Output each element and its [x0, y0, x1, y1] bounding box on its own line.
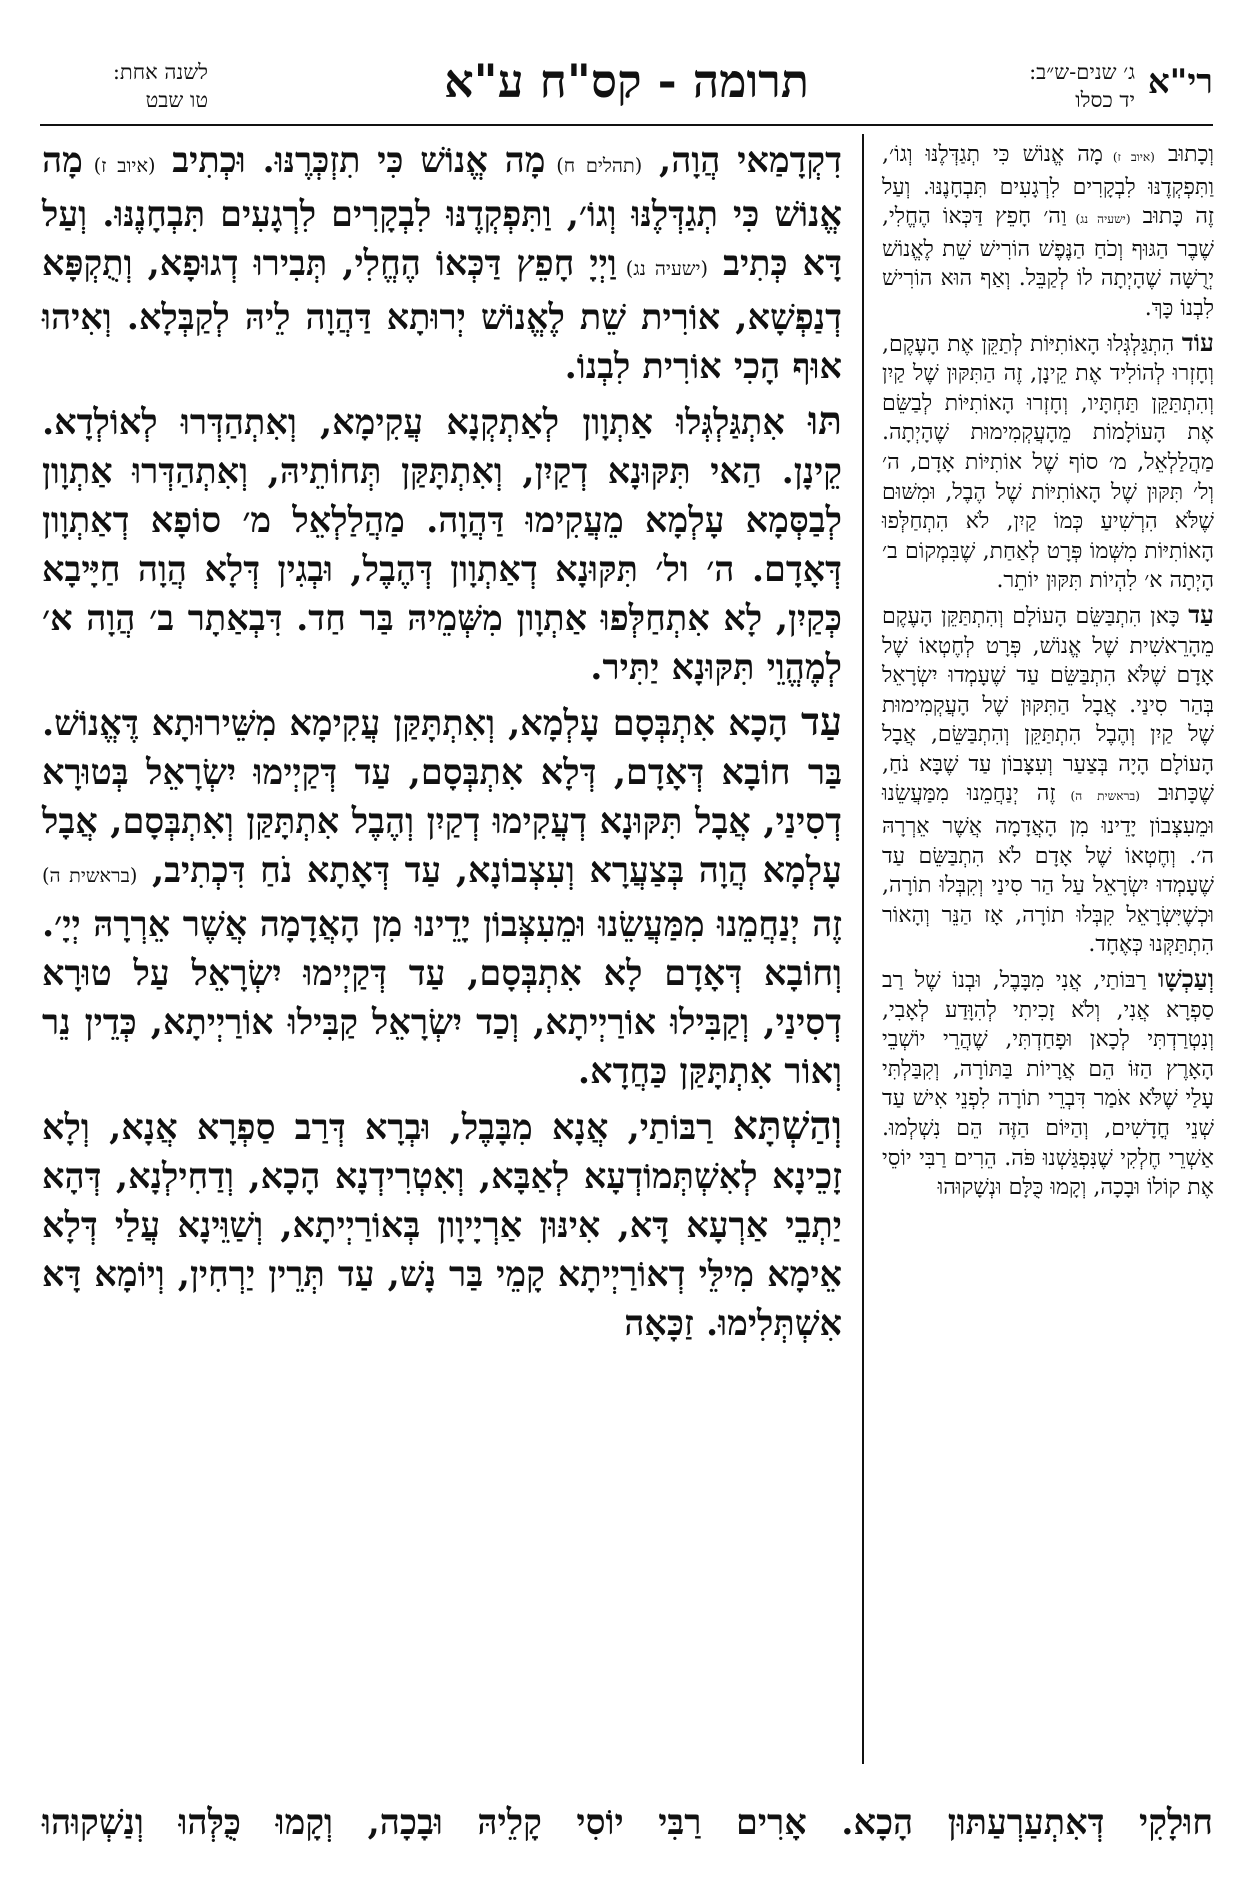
main-paragraph	[42, 136, 842, 391]
study-schedule-left	[48, 58, 208, 114]
schedule-date-left: טו שבט	[145, 88, 208, 112]
main-lead-word: וְהַשְׁתָּא	[732, 1103, 842, 1149]
commentary-text-segment: כָּאן הִתְבַּשֵּׂם הָעוֹלָם וְהִתְתַּקֵּן הָעֶקֶם מֵהָרֵאשִׁית שֶׁל אֱנוֹשׁ, פְּרָט לְחֶטְאוֹ שֶׁל אָדָם שֶׁלֹּא הִתְבַּשֵּׂם עַד שֶׁעָמְדוּ יִשְׂרָאֵל בְּהַר סִינַי. אֲבָל הַתִּקּוּן שֶׁל הָעֲקְמִימוּת שֶׁל קַיִן וְהֶבֶל הִתְתַּקֵּן וְהִתְבַּשֵּׂם, אֲבָל הָעוֹלָם הָיָה בְּצַעַר וְעִצָּבוֹן עַד שֶׁבָּא נֹחַ, שֶׁכָּתוּב	[882, 603, 1214, 807]
main-text-segment: זֶה יְנַחֲמֵנוּ מִמַּעֲשֵׂנוּ וּמֵעִצְּבוֹן יָדֵינוּ מִן הָאֲדָמָה אֲשֶׁר אֵרְרָהּ יְיָ׳. וְחוֹבָא דְּאָדָם לָא אִתְבְּסָם, עַד דְּקַיְימוּ יִשְׂרָאֵל עַל טוּרָא דְסִינַי, וְקַבִּילוּ אוֹרַיְיתָא, וְכַד יִשְׂרָאֵל קַבִּילוּ אוֹרַיְיתָא, כְּדֵין נֵר וְאוֹר אִתְתָּקַּן כַּחֲדָא.	[42, 904, 842, 1092]
commentary-text-segment: וַה׳ חָפֵץ דַּכְּאוֹ הֶחֱלִי, שֶׁבֶר הַגּוּף וְכֹחַ הַנֶּפֶשׁ הוֹרִישׁ שֵׁת לֶאֱנוֹשׁ יְרֻשָּׁה שֶׁהָיְתָה לוֹ לְקַבֵּל. וְאַף הוּא הוֹרִישׁ לִבְנוֹ כָּךְ.	[882, 204, 1214, 321]
verse-source-reference: (בראשית ה)	[1055, 789, 1140, 804]
commentary-paragraph	[882, 140, 1214, 324]
header-divider	[40, 124, 1213, 126]
page-title: תרומה - קס"ח ע"א	[444, 54, 809, 108]
column-divider	[862, 134, 864, 1764]
commentary-paragraph	[882, 964, 1214, 1203]
verse-source-reference: (ישעיה נג)	[616, 257, 709, 280]
verse-source-reference: (בראשית ה)	[42, 864, 138, 887]
main-text-segment: וַיְיָ חָפֵץ דַּכְּאוֹ הֶחֱלִי, תְּבִירוּ דְגוּפָא, וְתֻקְפָּא דְנַפְשָׁא, אוֹרִית שֵׁת לֶאֱנוֹשׁ יְרוּתָא דַּהֲוָה לֵיהּ לְקַבְּלָא. וְאִיהוּ אוּף הָכִי אוֹרִית לִבְנוֹ.	[42, 243, 842, 387]
main-lead-word: עַד	[800, 699, 842, 745]
verse-source-reference: (איוב ז)	[82, 154, 156, 177]
main-text-column	[42, 136, 842, 1354]
commentary-paragraph	[882, 328, 1214, 596]
main-paragraph	[42, 698, 842, 1096]
main-text-segment: רַבּוֹתַי, אֲנָא מִבָּבֶל, וּבְרָא דְּרַב סַפְרָא אֲנָא, וְלָא זָכֵינָא לְאִשְׁתְּמוֹדְעָא לְאַבָּא, וְאִטְרִידְנָא הָכָא, וְדַחִילְנָא, דְּהָא יַתְבֵי אַרְעָא דָּא, אִינּוּן אַרְיָיוָון בְּאוֹרַיְיתָא, וְשַׁוֵּינָא עֲלַי דְּלָא אֵימָא מִילֵּי דְאוֹרַיְיתָא קָמֵי בַּר נָשׁ, עַד תְּרֵין יַרְחִין, וְיוֹמָא דָּא אִשְׁתְּלִימוּ. זַכָּאָה	[42, 1107, 842, 1344]
page-number: רי"א	[1147, 62, 1213, 102]
commentary-lead-word: עוֹד	[1181, 327, 1214, 357]
verse-source-reference: (ישעיה נג)	[1066, 212, 1131, 227]
schedule-date-right: יד כסלו	[1075, 88, 1135, 112]
main-paragraph	[42, 1102, 842, 1348]
main-text-segment: אִתְגַּלְגְּלוּ אַתְוָון לְאַתְקְנָא עֲקִימָא, וְאִתְהַדְּרוּ לְאוֹלְדָא. קֵינָן. הַאי תִּקּוּנָא דְקַיִן, וְאִתְתָּקַּן תְּחוֹתֵיהּ, וְאִתְהַדְּרוּ אַתְוָון לְבַסְּמָא עָלְמָא מֵעֲקִימוּ דַּהֲוָה. מַהֲלַלְאֵל מ׳ סוֹפָא דְאַתְוָון דְּאָדָם. ה׳ ול׳ תִּקּוּנָא דְאַתְוָון דְּהֶבֶל, וּבְגִין דְּלָא הֲוָה חַיָּיבָא כְּקַיִן, לָא אִתְחַלְּפוּ אַתְוָון מִשְּׁמֵיהּ בַּר חַד. דִּבְאַתָר ב׳ הֲוָה א׳ לְמֶהֱוֵי תִּקּוּנָא יַתִּיר.	[42, 402, 842, 688]
commentary-paragraph	[882, 600, 1214, 960]
commentary-text-segment: הִתְגַּלְגְּלוּ הָאוֹתִיּוֹת לְתַקֵּן אֶת הָעֶקֶם, וְחָזְרוּ לְהוֹלִיד אֶת קֵינָן, זֶה הַתִּקּוּן שֶׁל קַיִן וְהִתְתַּקֵּן תַּחְתָּיו, וְחָזְרוּ הָאוֹתִיּוֹת לְבַשֵּׂם אֶת הָעוֹלָמוֹת מֵהָעֲקְמִימוּת שֶׁהָיְתָה. מַהֲלַלְאֵל, מ׳ סוֹף שֶׁל אוֹתִיּוֹת אָדָם, ה׳ וְל׳ תִּקּוּן שֶׁל הָאוֹתִיּוֹת שֶׁל הֶבֶל, וּמִשּׁוּם שֶׁלֹּא הִרְשִׁיעַ כְּמוֹ קַיִן, לֹא הִתְחַלְּפוּ הָאוֹתִיּוֹת מִשְּׁמוֹ פְּרָט לְאַחַת, שֶׁבִּמְקוֹם ב׳ הָיְתָה א׳ לִהְיוֹת תִּקּוּן יוֹתֵר.	[882, 331, 1214, 594]
commentary-text-segment: מָה אֱנוֹשׁ כִּי תְגַדְּלֶנּוּ וְגוֹ׳, וַתִּפְקְדֶנּוּ לִבְקָרִים לִרְגָעִים תִּבְחָנֶנּוּ. וְעַל זֶה כָּתוּב	[882, 142, 1214, 230]
main-paragraph	[42, 397, 842, 692]
schedule-three-years: ג׳ שנים-ש״ב:	[1029, 60, 1135, 84]
verse-source-reference: (איוב ז)	[1102, 150, 1155, 164]
commentary-text-segment: זֶה יְנַחֲמֵנוּ מִמַּעֲשֵׂנוּ וּמֵעִצְּבוֹן יָדֵינוּ מִן הָאֲדָמָה אֲשֶׁר אֵרְרָהּ ה׳. וְחֶטְאוֹ שֶׁל אָדָם לֹא הִתְבַּשֵּׂם עַד שֶׁעָמְדוּ יִשְׂרָאֵל עַל הַר סִינַי וְקִבְּלוּ תוֹרָה, וּכְשֶׁיִּשְׂרָאֵל קִבְּלוּ תוֹרָה, אָז הַנֵּר וְהָאוֹר הִתְתַּקְּנוּ כְּאֶחָד.	[882, 781, 1214, 958]
main-text-segment: מָה אֱנוֹשׁ כִּי תְגַדְּלֶנּוּ וְגוֹ׳, וַתִּפְקְדֶנּוּ לִבְקָרִים לִרְגָעִים תִּבְחָנֶנּוּ. וְעַל דָּא כְּתִיב	[42, 140, 842, 284]
commentary-lead-word: עַד	[1188, 599, 1214, 629]
page-header	[40, 52, 1213, 122]
commentary-lead-word: וְעַכְשָׁו	[1157, 964, 1214, 994]
verse-source-reference: (תהלים ח)	[545, 154, 643, 177]
main-lead-word: תּוּ	[808, 398, 842, 444]
commentary-text-segment: וְכָתוּב	[1154, 142, 1214, 167]
main-text-segment: הָכָא אִתְבְּסָם עָלְמָא, וְאִתְתָּקַּן עֲקִימָא מִשֵּׁירוּתָא דֶּאֱנוֹשׁ. בַּר חוֹבָא דְּאָדָם, דְּלָא אִתְבְּסָם, עַד דְּקַיְימוּ יִשְׂרָאֵל בְּטוּרָא דְסִינַי, אֲבָל תִּקּוּנָא דְעֲקִימוּ דְקַיִן וְהֶבֶל אִתְתָּקַּן וְאִתְבְּסָם, אֲבָל עָלְמָא הֲוָה בְּצַעֲרָא וְעִצְבוֹנָא, עַד דְּאָתָא נֹחַ דִּכְתִיב,	[42, 703, 842, 891]
commentary-text-segment: רַבּוֹתַי, אֲנִי מִבָּבֶל, וּבְנוֹ שֶׁל רַב סַפְרָא אֲנִי, וְלֹא זָכִיתִי לְהִוָּדַע לְאָבִי, וְנִטְרַדְתִּי לְכָאן וּפָחַדְתִּי, שֶׁהֲרֵי יוֹשְׁבֵי הָאָרֶץ הַזּוֹ הֵם אֲרָיוֹת בַּתּוֹרָה, וְקִבַּלְתִּי עָלַי שֶׁלֹּא אֹמַר דִּבְרֵי תוֹרָה לִפְנֵי אִישׁ עַד שְׁנֵי חֳדָשִׁים, וְהַיּוֹם הַזֶּה הֵם נִשְׁלְמוּ. אַשְׁרֵי חֶלְקִי שֶׁנִּפְגַּשְׁנוּ פֹּה. הֵרִים רַבִּי יוֹסֵי אֶת קוֹלוֹ וּבָכָה, וְקָמוּ כֻּלָּם וּנְשָׁקוּהוּ	[882, 968, 1214, 1201]
main-text-segment: דִקְדָמַאי הֲוָה,	[642, 140, 842, 181]
main-text-segment: מָה אֱנוֹשׁ כִּי תִזְכְּרֶנּוּ. וּכְתִיב	[155, 140, 546, 181]
main-text-bottom-line: חוּלָקִי דְּאִתְעַרְעַתּוּן הָכָא. אָרִים רַבִּי יוֹסִי קָלֵיהּ וּבָכָה, וְקָמוּ כֻּלְּהוּ וְנַשְׁקוּהוּ	[42, 1802, 1213, 1843]
schedule-one-year: לשנה אחת:	[112, 60, 208, 84]
commentary-column	[882, 140, 1214, 1207]
